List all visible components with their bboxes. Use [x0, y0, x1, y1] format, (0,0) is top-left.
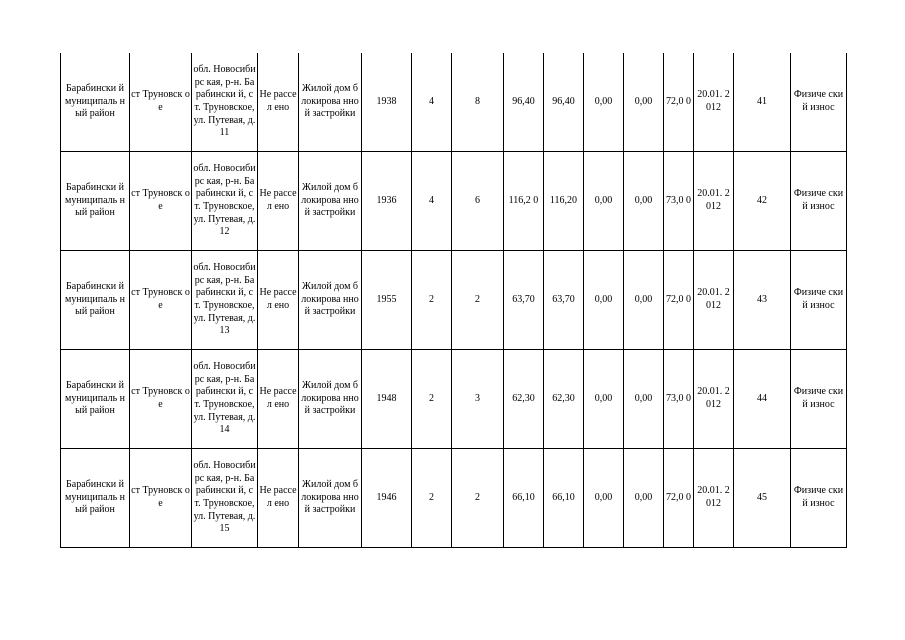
cell-district: Барабински й муниципаль ный район [61, 53, 130, 152]
table-body [61, 53, 847, 548]
table-row [61, 449, 847, 548]
cell-num: 41 [734, 53, 791, 152]
cell-type: Жилой дом блокирова нной застройки [299, 152, 362, 251]
cell-status: Не рассел ено [258, 350, 299, 449]
table-row [61, 251, 847, 350]
cell-c8: 8 [452, 53, 504, 152]
cell-area-living: 116,20 [544, 152, 584, 251]
cell-type: Жилой дом блокирова нной застройки [299, 449, 362, 548]
cell-district: Барабински й муниципаль ный район [61, 449, 130, 548]
cell-num: 42 [734, 152, 791, 251]
cell-c12: 0,00 [624, 350, 664, 449]
cell-area-living: 66,10 [544, 449, 584, 548]
cell-area-total: 96,40 [504, 53, 544, 152]
cell-c11: 0,00 [584, 350, 624, 449]
cell-year: 1948 [362, 350, 412, 449]
cell-c7: 2 [412, 251, 452, 350]
cell-c12: 0,00 [624, 53, 664, 152]
cell-year: 1946 [362, 449, 412, 548]
cell-reason: Физиче ский износ [791, 53, 847, 152]
cell-area-living: 62,30 [544, 350, 584, 449]
cell-c8: 6 [452, 152, 504, 251]
cell-district: Барабински й муниципаль ный район [61, 350, 130, 449]
cell-reason: Физиче ский износ [791, 251, 847, 350]
cell-wear: 73,0 0 [664, 350, 694, 449]
cell-wear: 72,0 0 [664, 449, 694, 548]
cell-num: 43 [734, 251, 791, 350]
cell-type: Жилой дом блокирова нной застройки [299, 350, 362, 449]
cell-year: 1938 [362, 53, 412, 152]
table-row [61, 350, 847, 449]
cell-area-total: 62,30 [504, 350, 544, 449]
cell-c11: 0,00 [584, 53, 624, 152]
cell-c8: 2 [452, 449, 504, 548]
cell-reason: Физиче ский износ [791, 152, 847, 251]
cell-type: Жилой дом блокирова нной застройки [299, 251, 362, 350]
cell-status: Не рассел ено [258, 53, 299, 152]
cell-c11: 0,00 [584, 152, 624, 251]
cell-date: 20.01. 2012 [694, 449, 734, 548]
cell-c12: 0,00 [624, 449, 664, 548]
cell-date: 20.01. 2012 [694, 350, 734, 449]
cell-date: 20.01. 2012 [694, 152, 734, 251]
cell-c12: 0,00 [624, 251, 664, 350]
cell-c11: 0,00 [584, 449, 624, 548]
cell-c8: 2 [452, 251, 504, 350]
cell-settlement: ст Труновск ое [130, 350, 192, 449]
cell-status: Не рассел ено [258, 152, 299, 251]
cell-address: обл. Новосибирс кая, р-н. Барабински й, ст. Труновское, ул. Путевая, д. 14 [192, 350, 258, 449]
cell-c7: 2 [412, 449, 452, 548]
cell-area-living: 63,70 [544, 251, 584, 350]
cell-district: Барабински й муниципаль ный район [61, 251, 130, 350]
cell-c12: 0,00 [624, 152, 664, 251]
cell-reason: Физиче ский износ [791, 350, 847, 449]
cell-date: 20.01. 2012 [694, 53, 734, 152]
cell-area-total: 116,2 0 [504, 152, 544, 251]
cell-c7: 4 [412, 152, 452, 251]
cell-year: 1955 [362, 251, 412, 350]
cell-c11: 0,00 [584, 251, 624, 350]
cell-area-total: 63,70 [504, 251, 544, 350]
cell-c7: 4 [412, 53, 452, 152]
cell-address: обл. Новосибирс кая, р-н. Барабински й, ст. Труновское, ул. Путевая, д. 11 [192, 53, 258, 152]
cell-reason: Физиче ский износ [791, 449, 847, 548]
cell-settlement: ст Труновск ое [130, 449, 192, 548]
cell-status: Не рассел ено [258, 449, 299, 548]
cell-wear: 73,0 0 [664, 152, 694, 251]
cell-c7: 2 [412, 350, 452, 449]
cell-settlement: ст Труновск ое [130, 251, 192, 350]
housing-table [60, 53, 847, 548]
cell-address: обл. Новосибирс кая, р-н. Барабински й, ст. Труновское, ул. Путевая, д. 12 [192, 152, 258, 251]
cell-wear: 72,0 0 [664, 251, 694, 350]
cell-c8: 3 [452, 350, 504, 449]
cell-settlement: ст Труновск ое [130, 53, 192, 152]
cell-type: Жилой дом блокирова нной застройки [299, 53, 362, 152]
cell-date: 20.01. 2012 [694, 251, 734, 350]
cell-district: Барабински й муниципаль ный район [61, 152, 130, 251]
cell-address: обл. Новосибирс кая, р-н. Барабински й, ст. Труновское, ул. Путевая, д. 13 [192, 251, 258, 350]
cell-num: 45 [734, 449, 791, 548]
table-row [61, 53, 847, 152]
cell-status: Не рассел ено [258, 251, 299, 350]
cell-year: 1936 [362, 152, 412, 251]
table-row [61, 152, 847, 251]
cell-area-total: 66,10 [504, 449, 544, 548]
cell-settlement: ст Труновск ое [130, 152, 192, 251]
cell-address: обл. Новосибирс кая, р-н. Барабински й, ст. Труновское, ул. Путевая, д. 15 [192, 449, 258, 548]
cell-num: 44 [734, 350, 791, 449]
cell-wear: 72,0 0 [664, 53, 694, 152]
cell-area-living: 96,40 [544, 53, 584, 152]
